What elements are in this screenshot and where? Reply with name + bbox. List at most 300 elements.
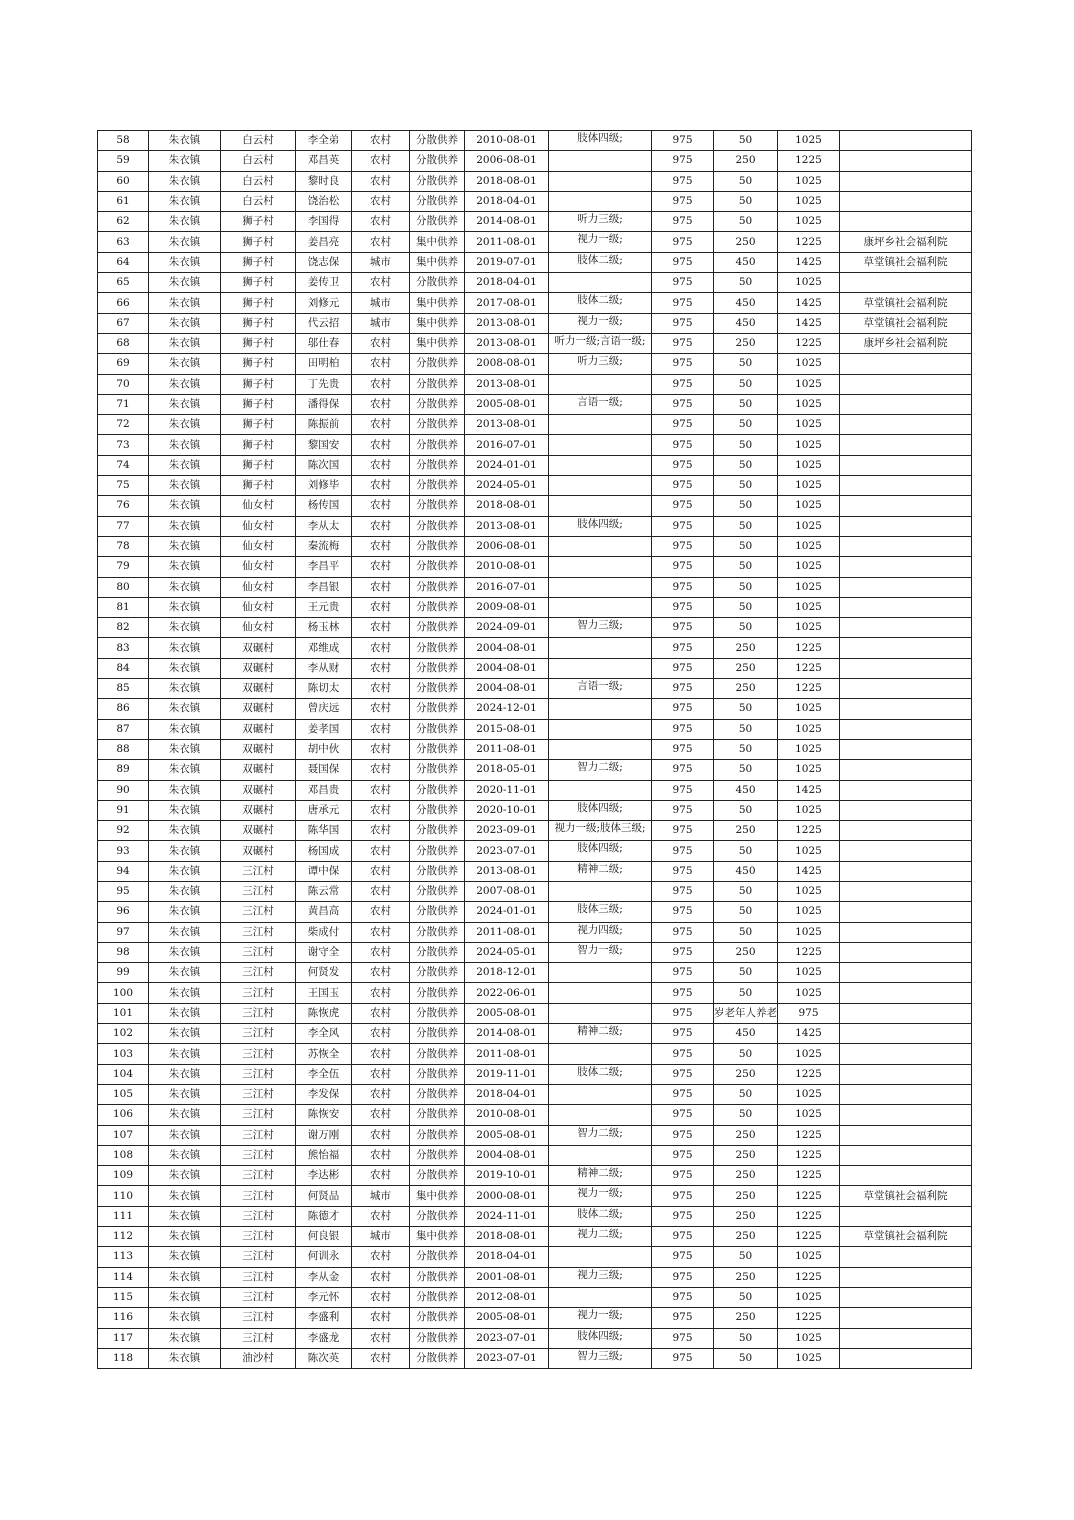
cell-name: 陈次英 (296, 1348, 352, 1368)
cell-base-amount: 975 (652, 191, 714, 211)
cell-household: 农村 (352, 1348, 410, 1368)
cell-town: 朱衣镇 (149, 1308, 221, 1328)
cell-care-subsidy: 250 (714, 658, 778, 678)
cell-base-amount: 975 (652, 902, 714, 922)
cell-index: 100 (98, 983, 149, 1003)
table-row (98, 354, 972, 374)
cell-institution: 草堂镇社会福利院 (840, 293, 972, 313)
cell-date: 2023-07-01 (465, 841, 549, 861)
cell-support-type: 集中供养 (410, 1227, 465, 1247)
cell-date: 2018-12-01 (465, 963, 549, 983)
cell-institution (840, 394, 972, 414)
cell-household: 农村 (352, 821, 410, 841)
cell-care-subsidy: 50 (714, 1084, 778, 1104)
table-row (98, 1125, 972, 1145)
cell-total: 1025 (778, 1044, 840, 1064)
cell-index: 68 (98, 333, 149, 353)
cell-institution (840, 476, 972, 496)
cell-care-subsidy: 250 (714, 1267, 778, 1287)
cell-base-amount: 975 (652, 841, 714, 861)
cell-total: 1025 (778, 1247, 840, 1267)
cell-village: 双碾村 (221, 699, 296, 719)
cell-name: 谭中保 (296, 861, 352, 881)
cell-village: 狮子村 (221, 252, 296, 272)
cell-name: 熊怡福 (296, 1145, 352, 1165)
cell-date: 2011-08-01 (465, 232, 549, 252)
cell-village: 三江村 (221, 1227, 296, 1247)
table-row (98, 1044, 972, 1064)
cell-name: 谢万刚 (296, 1125, 352, 1145)
cell-care-subsidy: 250 (714, 333, 778, 353)
cell-name: 饶志保 (296, 252, 352, 272)
cell-care-subsidy: 50 (714, 374, 778, 394)
cell-support-type: 分散供养 (410, 354, 465, 374)
cell-base-amount: 975 (652, 760, 714, 780)
cell-name: 邬仕春 (296, 333, 352, 353)
cell-support-type: 分散供养 (410, 1247, 465, 1267)
cell-disability: 智力二级; (549, 760, 652, 780)
cell-index: 78 (98, 536, 149, 556)
cell-date: 2010-08-01 (465, 1105, 549, 1125)
table-row (98, 841, 972, 861)
cell-base-amount: 975 (652, 739, 714, 759)
cell-disability (549, 171, 652, 191)
cell-town: 朱衣镇 (149, 252, 221, 272)
table-row (98, 496, 972, 516)
cell-base-amount: 975 (652, 333, 714, 353)
table-row (98, 313, 972, 333)
cell-date: 2018-04-01 (465, 1247, 549, 1267)
cell-household: 农村 (352, 760, 410, 780)
cell-town: 朱衣镇 (149, 151, 221, 171)
cell-name: 陈次国 (296, 455, 352, 475)
cell-name: 李从太 (296, 516, 352, 536)
cell-total: 1225 (778, 1267, 840, 1287)
cell-village: 狮子村 (221, 232, 296, 252)
cell-date: 2018-08-01 (465, 496, 549, 516)
cell-name: 姜昌亮 (296, 232, 352, 252)
cell-base-amount: 975 (652, 1267, 714, 1287)
cell-total: 1225 (778, 1145, 840, 1165)
cell-village: 三江村 (221, 1287, 296, 1307)
cell-total: 1025 (778, 191, 840, 211)
cell-care-subsidy: 50 (714, 476, 778, 496)
cell-support-type: 分散供养 (410, 557, 465, 577)
cell-disability (549, 658, 652, 678)
cell-index: 63 (98, 232, 149, 252)
cell-household: 农村 (352, 435, 410, 455)
cell-town: 朱衣镇 (149, 699, 221, 719)
cell-institution (840, 1145, 972, 1165)
table-row (98, 821, 972, 841)
cell-name: 潘得保 (296, 394, 352, 414)
table-row (98, 557, 972, 577)
cell-care-subsidy: 50 (714, 536, 778, 556)
cell-date: 2010-08-01 (465, 131, 549, 151)
cell-household: 农村 (352, 415, 410, 435)
cell-date: 2001-08-01 (465, 1267, 549, 1287)
cell-care-subsidy: 250 (714, 1064, 778, 1084)
cell-institution (840, 1003, 972, 1023)
cell-support-type: 分散供养 (410, 1064, 465, 1084)
cell-index: 58 (98, 131, 149, 151)
cell-base-amount: 975 (652, 679, 714, 699)
cell-base-amount: 975 (652, 780, 714, 800)
cell-base-amount: 975 (652, 1206, 714, 1226)
cell-base-amount: 975 (652, 1348, 714, 1368)
cell-base-amount: 975 (652, 719, 714, 739)
cell-village: 油沙村 (221, 1348, 296, 1368)
cell-support-type: 分散供养 (410, 861, 465, 881)
cell-institution (840, 536, 972, 556)
cell-date: 2013-08-01 (465, 516, 549, 536)
cell-household: 城市 (352, 293, 410, 313)
cell-disability (549, 1044, 652, 1064)
cell-name: 饶治松 (296, 191, 352, 211)
cell-index: 96 (98, 902, 149, 922)
cell-care-subsidy: 50 (714, 902, 778, 922)
cell-total: 1025 (778, 841, 840, 861)
cell-village: 仙女村 (221, 618, 296, 638)
cell-name: 陈切太 (296, 679, 352, 699)
cell-support-type: 集中供养 (410, 333, 465, 353)
cell-village: 仙女村 (221, 557, 296, 577)
cell-total: 1025 (778, 1287, 840, 1307)
cell-date: 2005-08-01 (465, 1308, 549, 1328)
cell-institution (840, 1024, 972, 1044)
cell-support-type: 分散供养 (410, 1044, 465, 1064)
cell-base-amount: 975 (652, 293, 714, 313)
cell-name: 黎时良 (296, 171, 352, 191)
cell-base-amount: 975 (652, 313, 714, 333)
cell-household: 农村 (352, 1064, 410, 1084)
cell-care-subsidy: 50 (714, 557, 778, 577)
cell-household: 城市 (352, 313, 410, 333)
cell-total: 1025 (778, 1105, 840, 1125)
cell-village: 三江村 (221, 1166, 296, 1186)
cell-name: 杨国成 (296, 841, 352, 861)
cell-town: 朱衣镇 (149, 942, 221, 962)
cell-support-type: 分散供养 (410, 699, 465, 719)
cell-institution (840, 516, 972, 536)
cell-support-type: 集中供养 (410, 1186, 465, 1206)
table-row (98, 1024, 972, 1044)
cell-disability (549, 597, 652, 617)
cell-village: 三江村 (221, 881, 296, 901)
cell-town: 朱衣镇 (149, 1227, 221, 1247)
cell-village: 仙女村 (221, 577, 296, 597)
cell-disability: 肢体二级; (549, 1064, 652, 1084)
cell-care-subsidy: 50 (714, 1044, 778, 1064)
cell-total: 1225 (778, 1166, 840, 1186)
cell-disability (549, 1247, 652, 1267)
cell-support-type: 分散供养 (410, 191, 465, 211)
cell-care-subsidy: 50 (714, 719, 778, 739)
cell-name: 杨玉林 (296, 618, 352, 638)
cell-disability: 精神二级; (549, 1166, 652, 1186)
cell-town: 朱衣镇 (149, 1024, 221, 1044)
cell-town: 朱衣镇 (149, 1084, 221, 1104)
cell-care-subsidy: 50 (714, 1348, 778, 1368)
table-row (98, 394, 972, 414)
cell-household: 农村 (352, 1145, 410, 1165)
cell-support-type: 分散供养 (410, 963, 465, 983)
cell-base-amount: 975 (652, 1084, 714, 1104)
cell-base-amount: 975 (652, 1064, 714, 1084)
cell-care-subsidy: 50 (714, 415, 778, 435)
cell-support-type: 分散供养 (410, 394, 465, 414)
cell-name: 何训永 (296, 1247, 352, 1267)
table-row (98, 760, 972, 780)
cell-institution (840, 455, 972, 475)
cell-support-type: 分散供养 (410, 760, 465, 780)
cell-household: 农村 (352, 983, 410, 1003)
cell-village: 双碾村 (221, 638, 296, 658)
cell-care-subsidy: 450 (714, 293, 778, 313)
cell-institution: 草堂镇社会福利院 (840, 252, 972, 272)
cell-care-subsidy: 250 (714, 638, 778, 658)
cell-household: 农村 (352, 1044, 410, 1064)
cell-index: 84 (98, 658, 149, 678)
cell-institution (840, 841, 972, 861)
cell-date: 2011-08-01 (465, 1044, 549, 1064)
cell-town: 朱衣镇 (149, 1125, 221, 1145)
cell-disability: 肢体四级; (549, 516, 652, 536)
cell-village: 狮子村 (221, 455, 296, 475)
cell-index: 107 (98, 1125, 149, 1145)
cell-household: 农村 (352, 1084, 410, 1104)
cell-name: 代云招 (296, 313, 352, 333)
cell-support-type: 分散供养 (410, 435, 465, 455)
cell-institution: 草堂镇社会福利院 (840, 1227, 972, 1247)
cell-support-type: 分散供养 (410, 800, 465, 820)
cell-date: 2018-04-01 (465, 273, 549, 293)
cell-total: 1025 (778, 963, 840, 983)
table-row (98, 942, 972, 962)
cell-town: 朱衣镇 (149, 354, 221, 374)
cell-base-amount: 975 (652, 415, 714, 435)
cell-institution (840, 435, 972, 455)
cell-care-subsidy: 50 (714, 394, 778, 414)
cell-care-subsidy: 250 (714, 679, 778, 699)
table-row (98, 1308, 972, 1328)
cell-town: 朱衣镇 (149, 1145, 221, 1165)
cell-care-subsidy: 250 (714, 1145, 778, 1165)
cell-institution (840, 496, 972, 516)
cell-total: 1025 (778, 557, 840, 577)
cell-household: 农村 (352, 922, 410, 942)
cell-base-amount: 975 (652, 983, 714, 1003)
cell-date: 2011-08-01 (465, 922, 549, 942)
cell-disability: 肢体四级; (549, 131, 652, 151)
cell-name: 聂国保 (296, 760, 352, 780)
cell-date: 2000-08-01 (465, 1186, 549, 1206)
cell-town: 朱衣镇 (149, 618, 221, 638)
cell-name: 李昌平 (296, 557, 352, 577)
cell-care-subsidy: 50 (714, 739, 778, 759)
cell-town: 朱衣镇 (149, 719, 221, 739)
cell-index: 92 (98, 821, 149, 841)
cell-support-type: 分散供养 (410, 151, 465, 171)
cell-index: 103 (98, 1044, 149, 1064)
cell-name: 胡中伙 (296, 739, 352, 759)
cell-household: 农村 (352, 861, 410, 881)
cell-care-subsidy: 450 (714, 861, 778, 881)
cell-household: 农村 (352, 699, 410, 719)
cell-index: 95 (98, 881, 149, 901)
cell-total: 1225 (778, 638, 840, 658)
cell-support-type: 分散供养 (410, 171, 465, 191)
cell-household: 农村 (352, 1166, 410, 1186)
cell-care-subsidy: 50 (714, 435, 778, 455)
cell-total: 1025 (778, 719, 840, 739)
cell-base-amount: 975 (652, 861, 714, 881)
cell-village: 三江村 (221, 902, 296, 922)
cell-support-type: 分散供养 (410, 922, 465, 942)
cell-household: 农村 (352, 719, 410, 739)
cell-name: 谢守全 (296, 942, 352, 962)
cell-disability: 视力四级; (549, 922, 652, 942)
cell-support-type: 分散供养 (410, 821, 465, 841)
cell-date: 2018-04-01 (465, 191, 549, 211)
cell-town: 朱衣镇 (149, 800, 221, 820)
cell-disability (549, 638, 652, 658)
cell-total: 1025 (778, 394, 840, 414)
table-row (98, 922, 972, 942)
cell-household: 农村 (352, 597, 410, 617)
cell-name: 杨传国 (296, 496, 352, 516)
cell-town: 朱衣镇 (149, 415, 221, 435)
cell-total: 1025 (778, 354, 840, 374)
cell-base-amount: 975 (652, 1166, 714, 1186)
cell-support-type: 分散供养 (410, 1348, 465, 1368)
cell-village: 三江村 (221, 1145, 296, 1165)
cell-town: 朱衣镇 (149, 536, 221, 556)
cell-date: 2007-08-01 (465, 881, 549, 901)
cell-disability: 肢体二级; (549, 252, 652, 272)
cell-disability (549, 455, 652, 475)
table-row (98, 1145, 972, 1165)
cell-village: 三江村 (221, 1186, 296, 1206)
cell-index: 117 (98, 1328, 149, 1348)
cell-support-type: 分散供养 (410, 415, 465, 435)
cell-date: 2023-07-01 (465, 1348, 549, 1368)
cell-total: 1025 (778, 597, 840, 617)
cell-total: 1025 (778, 131, 840, 151)
table-row (98, 131, 972, 151)
cell-household: 农村 (352, 1206, 410, 1226)
table-row (98, 212, 972, 232)
cell-disability: 视力二级; (549, 1227, 652, 1247)
cell-base-amount: 975 (652, 1003, 714, 1023)
cell-support-type: 分散供养 (410, 679, 465, 699)
cell-care-subsidy: 50 (714, 983, 778, 1003)
cell-date: 2005-08-01 (465, 1125, 549, 1145)
cell-village: 三江村 (221, 1044, 296, 1064)
cell-disability (549, 1105, 652, 1125)
cell-disability (549, 496, 652, 516)
cell-total: 1025 (778, 699, 840, 719)
cell-institution (840, 1328, 972, 1348)
cell-support-type: 分散供养 (410, 881, 465, 901)
cell-village: 三江村 (221, 1003, 296, 1023)
cell-institution (840, 1105, 972, 1125)
table-row (98, 455, 972, 475)
cell-name: 李发保 (296, 1084, 352, 1104)
cell-total: 1225 (778, 1227, 840, 1247)
cell-household: 农村 (352, 1287, 410, 1307)
cell-town: 朱衣镇 (149, 821, 221, 841)
cell-index: 60 (98, 171, 149, 191)
cell-household: 农村 (352, 171, 410, 191)
cell-disability: 言语一级; (549, 394, 652, 414)
cell-town: 朱衣镇 (149, 597, 221, 617)
cell-name: 李盛利 (296, 1308, 352, 1328)
cell-disability: 精神二级; (549, 861, 652, 881)
table-row (98, 232, 972, 252)
cell-disability: 视力一级;肢体三级; (549, 821, 652, 841)
cell-care-subsidy: 50 (714, 455, 778, 475)
cell-name: 丁先贵 (296, 374, 352, 394)
cell-name: 黄昌高 (296, 902, 352, 922)
cell-disability: 视力一级; (549, 1308, 652, 1328)
cell-date: 2013-08-01 (465, 415, 549, 435)
cell-town: 朱衣镇 (149, 212, 221, 232)
cell-name: 陈云常 (296, 881, 352, 901)
cell-town: 朱衣镇 (149, 679, 221, 699)
cell-total: 1025 (778, 1084, 840, 1104)
cell-total: 1425 (778, 252, 840, 272)
cell-care-subsidy: 50 (714, 212, 778, 232)
cell-date: 2006-08-01 (465, 151, 549, 171)
cell-name: 陈振前 (296, 415, 352, 435)
cell-care-subsidy: 450 (714, 1024, 778, 1044)
cell-support-type: 分散供养 (410, 1084, 465, 1104)
cell-disability (549, 577, 652, 597)
table-row (98, 1105, 972, 1125)
cell-household: 农村 (352, 881, 410, 901)
cell-base-amount: 975 (652, 212, 714, 232)
cell-total: 1425 (778, 780, 840, 800)
cell-index: 61 (98, 191, 149, 211)
cell-total: 1025 (778, 374, 840, 394)
cell-household: 农村 (352, 739, 410, 759)
cell-town: 朱衣镇 (149, 1064, 221, 1084)
cell-index: 82 (98, 618, 149, 638)
cell-care-subsidy: 50 (714, 1328, 778, 1348)
cell-base-amount: 975 (652, 516, 714, 536)
cell-base-amount: 975 (652, 1247, 714, 1267)
cell-index: 71 (98, 394, 149, 414)
cell-care-subsidy: 450 (714, 780, 778, 800)
cell-total: 1225 (778, 151, 840, 171)
table-row (98, 252, 972, 272)
table-row (98, 1064, 972, 1084)
cell-care-subsidy: 50 (714, 496, 778, 516)
cell-total: 1025 (778, 1328, 840, 1348)
cell-name: 李盛龙 (296, 1328, 352, 1348)
cell-total: 1225 (778, 821, 840, 841)
cell-index: 81 (98, 597, 149, 617)
cell-index: 111 (98, 1206, 149, 1226)
cell-institution (840, 902, 972, 922)
cell-institution (840, 415, 972, 435)
cell-date: 2014-08-01 (465, 212, 549, 232)
cell-name: 邓昌贵 (296, 780, 352, 800)
cell-village: 狮子村 (221, 354, 296, 374)
cell-index: 112 (98, 1227, 149, 1247)
cell-disability (549, 1145, 652, 1165)
